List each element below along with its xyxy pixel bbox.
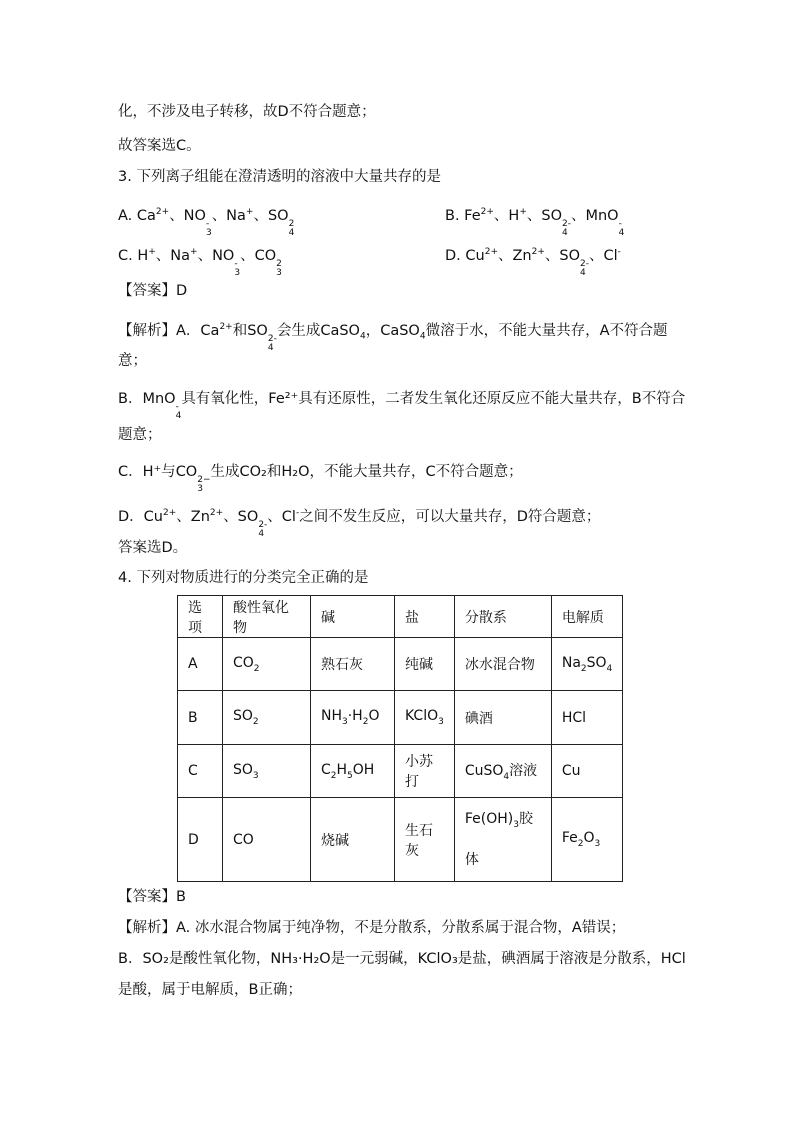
table-header: 选项 <box>178 596 223 638</box>
option-label: A. <box>118 207 133 224</box>
q3-option-b: B. $Fe^{2+}$、H+、SO 2- 4 、MnO - 4 <box>445 207 625 238</box>
q3-option-a: A. $Ca^{2+}$、NO - 3 、Na+、SO 2 4 <box>118 207 295 238</box>
text: 会生成CaSO <box>276 322 360 339</box>
text: D． <box>118 508 144 525</box>
table-cell: 碘酒 <box>454 691 551 745</box>
table-header: 酸性氧化物 <box>223 596 311 638</box>
question-3-stem: 3. 下列离子组能在澄清透明的溶液中大量共存的是 <box>118 169 441 185</box>
q3-analysis-b-line2: 题意； <box>118 427 162 443</box>
table-cell: $SO_3$ <box>223 745 311 798</box>
q3-analysis-a-line2: 意； <box>118 353 147 369</box>
text: O <box>583 830 595 847</box>
text: SO <box>586 654 607 671</box>
table-cell: $NH_3\cdot H_2O$ <box>311 691 395 745</box>
text: OH <box>352 761 375 778</box>
text: 体 <box>464 852 479 869</box>
table-cell: 烧碱 <box>311 798 395 882</box>
table-cell: HCl <box>551 691 622 745</box>
text: CuSO <box>464 763 504 780</box>
table-cell: 生石灰 <box>395 798 455 882</box>
text: 具有氧化性，Fe²⁺具有还原性，二者发生氧化还原反应不能大量共存，B不符合 <box>181 391 686 407</box>
table-cell: 纯碱 <box>395 638 455 691</box>
q3-final: 答案选D。 <box>118 540 188 556</box>
text: SO <box>233 761 253 778</box>
text: NH <box>321 708 342 725</box>
text: 生成CO₂和H₂O，不能大量共存，C不符合题意； <box>210 464 523 480</box>
q4-analysis-1: 【解析】A. 冰水混合物属于纯净物，不是分散系，分散系属于混合物，A错误； <box>118 920 626 936</box>
q3-option-c: C. H+、Na+、NO - 3 、CO 2 3 <box>118 247 282 278</box>
table-cell: $Na_2SO_4$ <box>551 638 622 691</box>
text: 微溶于水，不能大量共存，A不符合题 <box>425 322 668 339</box>
table-cell: $Fe_2O_3$ <box>551 798 622 882</box>
table-cell: D <box>178 798 223 882</box>
table-row <box>178 745 623 798</box>
text: KClO <box>405 708 439 725</box>
continued-line-1: 化，不涉及电子转移，故D不符合题意； <box>118 104 376 120</box>
text: Fe <box>561 830 578 847</box>
text: Fe(OH) <box>464 810 514 827</box>
text: 溶液 <box>509 763 538 780</box>
text: ，CaSO <box>365 322 420 339</box>
table-cell: $Fe(OH)_3$胶 体 <box>454 798 551 882</box>
table-cell: $CO_2$ <box>223 638 311 691</box>
table-cell: CuSO$_4$溶液 <box>454 745 551 798</box>
table-cell: 熟石灰 <box>311 638 395 691</box>
text: H <box>336 761 348 778</box>
text: 之间不发生反应，可以大量共存，D符合题意； <box>299 508 601 525</box>
table-cell: KClO$_3$ <box>395 691 455 745</box>
option-label: C. <box>118 247 133 264</box>
table-row <box>178 691 623 745</box>
q3-option-d: D. $Cu^{2+}$、$Zn^{2+}$、SO 2- 4 、Cl- <box>445 247 621 278</box>
continued-line-2: 故答案选C。 <box>118 138 201 154</box>
text: C．H⁺与 <box>118 464 176 480</box>
q3-answer: 【答案】D <box>118 283 188 299</box>
option-label: D. <box>445 247 461 264</box>
text: O <box>368 708 380 725</box>
question-4-stem: 4. 下列对物质进行的分类完全正确的是 <box>118 570 369 586</box>
table-cell: C <box>178 745 223 798</box>
q4-answer: 【答案】B <box>118 889 186 905</box>
analysis-lead: 【解析】A． <box>118 322 201 339</box>
table-cell: 冰水混合物 <box>454 638 551 691</box>
text: SO <box>233 708 253 725</box>
table-cell: $SO_2$ <box>223 691 311 745</box>
table-cell: A <box>178 638 223 691</box>
table-header: 盐 <box>395 596 455 638</box>
text: 胶 <box>518 810 533 827</box>
table-row <box>178 798 623 882</box>
table-header: 分散系 <box>454 596 551 638</box>
table-header-row <box>178 596 623 638</box>
table-header: 碱 <box>311 596 395 638</box>
text: Na <box>561 654 581 671</box>
q4-analysis-2: B．SO₂是酸性氧化物，NH₃·H₂O是一元弱碱，KClO₃是盐，碘酒属于溶液是分散系，HCl <box>118 951 686 967</box>
table-row <box>178 638 623 691</box>
q4-analysis-3: 是酸，属于电解质，B正确； <box>118 982 302 998</box>
table-cell: B <box>178 691 223 745</box>
q3-analysis-c: C．H⁺与CO 2− 3 生成CO₂和H₂O，不能大量共存，C不符合题意； <box>118 464 523 494</box>
table-cell: Cu <box>551 745 622 798</box>
text: CO <box>233 654 254 671</box>
table-cell: CO <box>223 798 311 882</box>
table-cell: 小苏打 <box>395 745 455 798</box>
text: B． <box>118 391 143 407</box>
table-cell: $C_2H_5OH$ <box>311 745 395 798</box>
option-label: B. <box>445 207 460 224</box>
q3-analysis-d: D．$Cu^{2+}$、$Zn^{2+}$、SO 2- 4 、Cl-之间不发生反应，可以大量共存，D符合题意； <box>118 508 601 539</box>
q3-analysis-b: B．MnO - 4 具有氧化性，Fe²⁺具有还原性，二者发生氧化还原反应不能大量共存，B不符合 <box>118 391 686 421</box>
q3-analysis-a: 【解析】A．$Ca^{2+}$和SO 2- 4 会生成CaSO$_4$，CaSO$_4$微溶于水，不能大量共存，A不符合题 <box>118 322 668 353</box>
table-header: 电解质 <box>551 596 622 638</box>
text: C <box>321 761 331 778</box>
classification-table <box>177 595 623 882</box>
text: ·H <box>347 708 363 725</box>
